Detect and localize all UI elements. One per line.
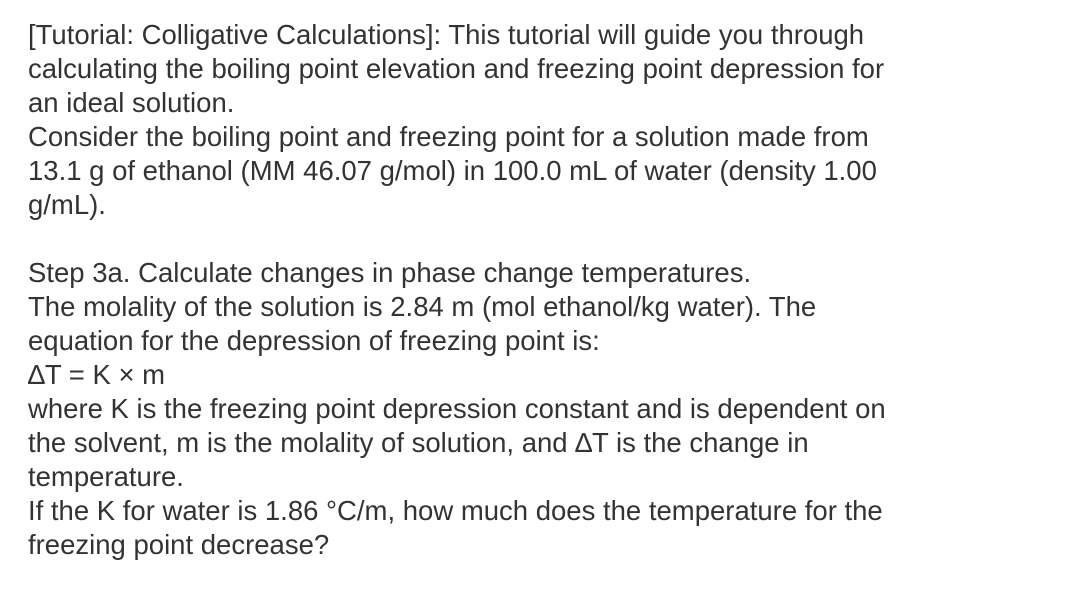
problem-line: g/mL). [28, 189, 106, 220]
question-line: freezing point decrease? [28, 529, 330, 560]
paragraph-spacer [28, 222, 1058, 256]
intro-line: [Tutorial: Colligative Calculations]: This tutorial will guide you through [28, 19, 865, 50]
step-section [28, 256, 1058, 562]
step-title: Step 3a. Calculate changes in phase change temperatures. [28, 257, 752, 288]
intro-paragraph [28, 18, 1058, 120]
step-line: where K is the freezing point depression constant and is dependent on [28, 393, 886, 424]
problem-line: Consider the boiling point and freezing point for a solution made from [28, 121, 869, 152]
equation-line: ∆T = K × m [28, 359, 166, 390]
intro-line: calculating the boiling point elevation and freezing point depression for [28, 53, 885, 84]
step-line: The molality of the solution is 2.84 m (mol ethanol/kg water). The [28, 291, 817, 322]
intro-line: an ideal solution. [28, 87, 235, 118]
step-line: temperature. [28, 461, 184, 492]
tutorial-text [28, 18, 1058, 562]
step-line: equation for the depression of freezing point is: [28, 325, 600, 356]
question-line: If the K for water is 1.86 °C/m, how much does the temperature for the [28, 495, 883, 526]
problem-line: 13.1 g of ethanol (MM 46.07 g/mol) in 100.0 mL of water (density 1.00 [28, 155, 877, 186]
problem-paragraph [28, 120, 1058, 222]
step-line: the solvent, m is the molality of solution, and ∆T is the change in [28, 427, 809, 458]
